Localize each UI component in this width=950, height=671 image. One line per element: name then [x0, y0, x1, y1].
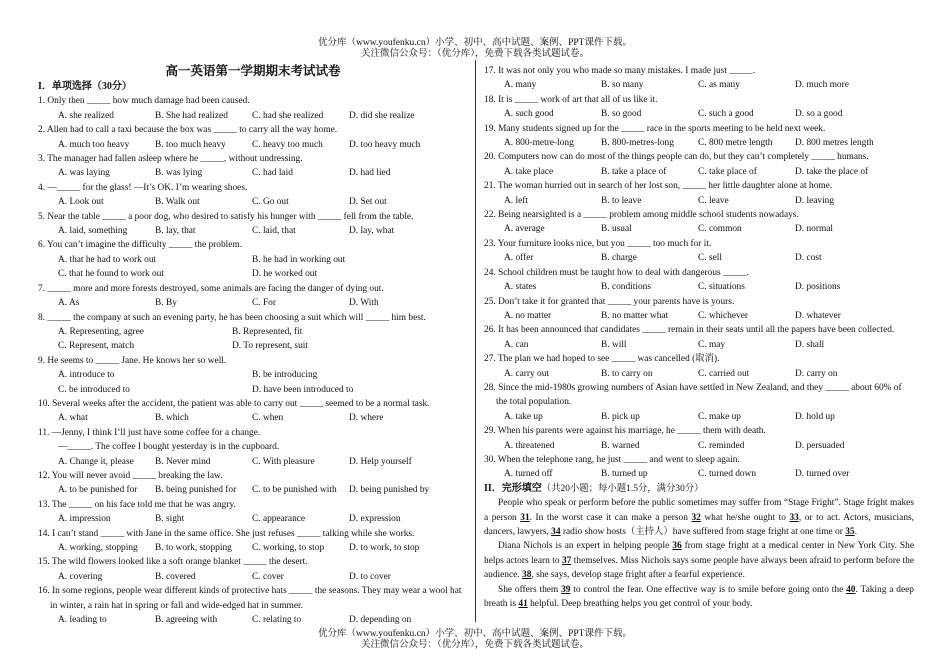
answer-option: B. will — [601, 339, 627, 350]
answer-option: B. which — [155, 413, 189, 424]
answer-option: B. Never mind — [155, 456, 211, 467]
answer-option: A. such good — [504, 109, 554, 120]
cloze-blank-number: 38 — [522, 570, 532, 581]
options-row — [38, 455, 468, 469]
answer-option: C. 800 metre length — [698, 138, 773, 149]
footer-line-1: 优分库（www.youfenku.cn）小学、初中、高中试题、案例、PPT课件下载。 — [318, 629, 632, 639]
cloze-blank-number: 31 — [520, 512, 530, 523]
answer-option: D. have been introduced to — [252, 384, 354, 395]
cloze-text: . Taking a deep breath is — [484, 584, 914, 610]
answer-option: C. common — [698, 224, 742, 235]
answer-option: B. covered — [155, 571, 196, 582]
cloze-text: , she says, develop stage fright after a fearful experience. — [531, 570, 745, 581]
answer-option: C. when — [252, 413, 284, 424]
answer-option: D. to cover — [349, 571, 391, 582]
question-stem: 11. —Jenny, I think I’ll just have some coffee for a change. — [38, 427, 261, 438]
question-stem: 13. The _____ on his face told me that he was angry. — [38, 499, 236, 510]
cloze-text: what he/she ought to — [700, 512, 790, 523]
answer-option: D. hold up — [795, 411, 835, 422]
options-row — [484, 309, 914, 323]
answer-option: B. sight — [155, 514, 185, 525]
answer-option: C. cover — [252, 571, 284, 582]
answer-option: B. 800-metres-long — [601, 138, 674, 149]
answer-option: A. many — [504, 80, 537, 91]
cloze-blank-number: 36 — [672, 541, 682, 552]
cloze-blank-number: 33 — [789, 512, 799, 523]
answer-option: A. Look out — [58, 197, 104, 208]
cloze-text: helpful. Deep breathing helps you get control of your body. — [527, 599, 753, 610]
options-row — [484, 439, 914, 453]
question-stem: 17. It was not only you who made so many mistakes. I made just _____. — [484, 66, 756, 76]
options-row — [484, 280, 914, 294]
question-stem: 1. Only then _____ how much damage had been caused. — [38, 96, 250, 107]
answer-option: D. so a good — [795, 109, 843, 120]
answer-option: B. to leave — [601, 195, 642, 206]
answer-option: A. Representing, agree — [58, 326, 144, 337]
cloze-blank-number: 35 — [845, 527, 855, 537]
answer-option: D. cost — [795, 253, 822, 264]
cloze-text: Diana Nichols is an expert in helping people — [498, 541, 673, 552]
question-stem: 25. Don’t take it for granted that _____ your parents have is yours. — [484, 296, 735, 307]
answer-option: D. where — [349, 413, 384, 424]
answer-option: A. working, stopping — [58, 543, 138, 553]
question-stem: 20. Computers now can do most of the things people can do, but they can’t completely _____ humans. — [484, 152, 869, 163]
answer-option: A. turned off — [504, 469, 553, 480]
options-row — [38, 512, 468, 526]
options-row — [38, 195, 468, 209]
answer-option: B. charge — [601, 253, 637, 264]
answer-option: A. can — [504, 339, 529, 350]
answer-option: A. left — [504, 195, 528, 206]
answer-option: B. Represented, fit — [232, 326, 303, 337]
question-stem: 3. The manager had fallen asleep where he _____, without undressing. — [38, 154, 303, 165]
options-row — [38, 267, 468, 281]
answer-option: D. to work, to stop — [349, 543, 420, 553]
answer-option: B. lay, that — [155, 226, 196, 237]
question-stem: 12. You will never avoid _____ breaking the law. — [38, 470, 223, 481]
options-row — [484, 136, 914, 150]
question-stem: 27. The plan we had hoped to see _____ was cancelled (取消). — [484, 354, 720, 365]
answer-option: C. situations — [698, 282, 745, 293]
header-line-2: 关注微信公众号：（优分库），免费下载各类试题试卷。 — [360, 49, 589, 59]
cloze-blank-number: 39 — [561, 584, 571, 595]
options-row — [484, 165, 914, 179]
answer-option: A. much too heavy — [58, 139, 130, 150]
answer-option: A. she realized — [58, 110, 114, 121]
answer-option: D. With — [349, 298, 379, 309]
answer-option: A. to be punished for — [58, 485, 138, 496]
answer-option: B. Walk out — [155, 197, 200, 208]
answer-option: D. To represent, suit — [232, 341, 308, 352]
cloze-text: She offers them — [498, 584, 562, 595]
section-2-label: II．完形填空 — [484, 482, 542, 494]
options-row — [484, 410, 914, 424]
options-row — [38, 339, 468, 353]
answer-option: C. take place of — [698, 166, 757, 177]
section-2-note: （共20小题；每小题1.5分，满分30分） — [541, 483, 704, 494]
cloze-text: , or to act. Actors, musicians, dancers, lawyers, — [484, 512, 915, 537]
question-stem: 23. Your furniture looks nice, but you _____ too much for it. — [484, 238, 712, 249]
answer-option: C. appearance — [252, 514, 306, 525]
answer-option: B. warned — [601, 440, 640, 451]
options-row — [38, 224, 468, 238]
answer-option: C. had laid — [252, 168, 293, 179]
answer-option: A. covering — [58, 571, 103, 582]
answer-option: A. As — [58, 298, 80, 309]
answer-option: C. With pleasure — [252, 456, 315, 467]
answer-option: B. take a place of — [601, 166, 667, 177]
answer-option: C. may — [698, 339, 726, 350]
answer-option: C. relating to — [252, 615, 302, 626]
answer-option: B. be introducing — [252, 370, 318, 381]
answer-option: B. no matter what — [601, 310, 669, 321]
answer-option: D. Help yourself — [349, 456, 412, 467]
answer-option: D. positions — [795, 282, 841, 293]
answer-option: B. usual — [601, 224, 632, 235]
answer-option: C. Go out — [252, 197, 289, 208]
answer-option: C. laid, that — [252, 226, 296, 237]
options-row — [484, 194, 914, 208]
answer-option: C. working, to stop — [252, 543, 325, 553]
left-column — [38, 64, 468, 627]
cloze-blank-number: 34 — [551, 527, 561, 537]
answer-option: B. being punished for — [155, 485, 237, 496]
section-1-heading: I．单项选择（30分） — [38, 81, 132, 92]
answer-option: C. leave — [698, 195, 729, 206]
cloze-text: themselves. Miss Nichols says some people have always been afraid to perform before the audience. — [484, 555, 914, 581]
column-divider — [475, 60, 476, 622]
answer-option: B. was lying — [155, 168, 203, 179]
answer-option: D. 800 metres length — [795, 138, 874, 149]
question-stem: 2. Allen had to call a taxi because the box was _____ to carry all the way home. — [38, 125, 338, 136]
question-stem: 19. Many students signed up for the _____ race in the sports meeting to be held next week. — [484, 123, 826, 134]
options-row — [484, 107, 914, 121]
answer-option: C. that he found to work out — [58, 269, 164, 280]
cloze-text: radio show hosts（主持人）have suffered from stage fright at one time or — [560, 527, 846, 537]
options-row — [484, 222, 914, 236]
answer-option: C. carried out — [698, 368, 750, 379]
right-question-list — [484, 64, 914, 482]
answer-option: B. conditions — [601, 282, 652, 293]
answer-option: B. to work, stopping — [155, 543, 232, 553]
options-row — [484, 251, 914, 265]
options-row — [38, 541, 468, 555]
question-stem: 4. —_____ for the glass! —It’s OK. I’m wearing shoes. — [38, 182, 248, 193]
answer-option: B. agreeing with — [155, 615, 218, 626]
cloze-text: . In the worst case it can make a person — [529, 512, 692, 523]
answer-option: A. offer — [504, 253, 534, 264]
answer-option: D. lay, what — [349, 226, 395, 237]
cloze-blank-number: 40 — [846, 584, 856, 595]
answer-option: A. was laying — [58, 168, 110, 179]
question-stem: 22. Being nearsighted is a _____ problem among middle school students nowadays. — [484, 210, 799, 221]
answer-option: B. By — [155, 298, 177, 309]
answer-option: B. so many — [601, 80, 644, 91]
answer-option: C. had she realized — [252, 110, 324, 121]
section-2-heading — [484, 482, 914, 496]
cloze-blank-number: 32 — [691, 512, 701, 523]
answer-option: B. too much heavy — [155, 139, 226, 150]
answer-option: D. being punished by — [349, 485, 430, 496]
question-stem: 21. The woman hurried out in search of her lost son, _____ her little daughter alone at home. — [484, 181, 833, 192]
answer-option: C. make up — [698, 411, 741, 422]
answer-option: D. he worked out — [252, 269, 318, 280]
exam-title: 高一英语第一学期期末考试试卷 — [165, 64, 341, 78]
answer-option: D. turned over — [795, 469, 850, 480]
options-row — [38, 166, 468, 180]
header-line-1: 优分库（www.youfenku.cn）小学、初中、高中试题、案例、PPT课件下载。 — [318, 38, 632, 48]
page-footer — [0, 629, 950, 651]
cloze-paragraph-2 — [484, 539, 914, 582]
answer-option: C. be introduced to — [58, 384, 130, 395]
cloze-blank-number: 37 — [561, 555, 572, 566]
cloze-text: from stage fright at a medical center in New York City. She helps actors learn to — [484, 541, 914, 566]
answer-option: C. sell — [698, 253, 722, 264]
answer-option: A. what — [58, 413, 88, 424]
question-stem: 7. _____ more and more forests destroyed, some animals are facing the danger of dying out. — [38, 283, 384, 294]
answer-option: B. turned up — [601, 469, 648, 480]
answer-option: B. to carry on — [601, 368, 653, 379]
footer-line-2: 关注微信公众号：（优分库），免费下载各类试题试卷。 — [360, 640, 589, 650]
options-row — [38, 109, 468, 123]
answer-option: C. whichever — [698, 310, 748, 321]
answer-option: D. expression — [349, 514, 401, 525]
question-stem: 6. You can’t imagine the difficulty _____ the problem. — [38, 240, 243, 251]
answer-option: A. Change it, please — [58, 456, 134, 467]
options-row — [38, 613, 468, 627]
answer-option: D. normal — [795, 224, 834, 235]
answer-option: D. carry on — [795, 368, 838, 379]
answer-option: B. he had in working out — [252, 254, 346, 265]
answer-option: C. as many — [698, 80, 740, 91]
cloze-paragraph-3 — [484, 583, 914, 612]
answer-option: A. impression — [58, 514, 111, 525]
options-row — [484, 367, 914, 381]
question-stem: 14. I can’t stand _____ with Jane in the same office. She just refuses _____ talking while she works. — [38, 528, 415, 539]
answer-option: A. leading to — [58, 615, 107, 626]
question-stem: 5. Near the table _____ a poor dog, who desired to satisfy his hunger with _____ fell from the table. — [38, 211, 414, 222]
options-row — [38, 383, 468, 397]
answer-option: D. too heavy much — [349, 139, 421, 150]
options-row — [38, 570, 468, 584]
answer-option: B. so good — [601, 109, 642, 120]
question-stem: 15. The wild flowers looked like a soft orange blanket _____ the desert. — [38, 557, 308, 568]
question-stem: 28. Since the mid-1980s growing numbers of Asian have settled in New Zealand, and they _____ about 60% of the total population. — [484, 382, 902, 408]
answer-option: A. introduce to — [58, 370, 115, 381]
answer-option: B. pick up — [601, 411, 640, 422]
answer-option: A. laid, something — [58, 226, 128, 237]
cloze-text: to control the fear. One effective way is to smile before going onto the — [570, 584, 847, 595]
answer-option: D. much more — [795, 80, 849, 91]
answer-option: D. shall — [795, 339, 825, 350]
answer-option: D. depending on — [349, 615, 412, 626]
answer-option: B. She had realized — [155, 110, 228, 121]
answer-option: A. states — [504, 282, 537, 293]
right-column — [484, 64, 914, 611]
answer-option: A. 800-metre-long — [504, 138, 574, 149]
options-row — [484, 338, 914, 352]
answer-option: D. did she realize — [349, 110, 415, 121]
answer-option: C. heavy too much — [252, 139, 323, 150]
answer-option: C. reminded — [698, 440, 745, 451]
question-stem: 26. It has been announced that candidates _____ remain in their seats until all the papers have been collected. — [484, 325, 895, 336]
question-stem: 24. School children must be taught how to deal with dangerous _____. — [484, 267, 749, 278]
cloze-paragraph-1 — [484, 496, 914, 539]
answer-option: A. carry out — [504, 368, 550, 379]
question-stem: 29. When his parents were against his marriage, he _____ them with death. — [484, 426, 766, 437]
answer-option: D. leaving — [795, 195, 835, 206]
question-stem-continued: —_____. The coffee I bought yesterday is in the cupboard. — [58, 442, 280, 453]
options-row — [38, 138, 468, 152]
answer-option: A. average — [504, 224, 545, 235]
question-stem: 16. In some regions, people wear different kinds of protective hats _____ the seasons. They may wear a wool hat in winter, a rain hat in spring or fall and wide-edged hat in summer. — [38, 586, 462, 611]
answer-option: D. take the place of — [795, 166, 869, 177]
options-row — [484, 78, 914, 92]
answer-option: A. that he had to work out — [58, 254, 157, 265]
question-stem: 9. He seems to _____ Jane. He knows her so well. — [38, 355, 227, 366]
options-row — [38, 411, 468, 425]
question-stem: 30. When the telephone rang, he just _____ and went to sleep again. — [484, 454, 740, 465]
left-question-list — [38, 94, 468, 627]
answer-option: D. whatever — [795, 310, 841, 321]
answer-option: C. such a good — [698, 109, 754, 120]
question-stem: 10. Several weeks after the accident, the patient was able to carry out _____ seemed to be a normal task. — [38, 398, 430, 409]
cloze-text: . — [854, 527, 857, 537]
options-row — [38, 296, 468, 310]
answer-option: C. turned down — [698, 469, 757, 480]
cloze-blank-number: 41 — [518, 599, 528, 610]
options-row — [38, 253, 468, 267]
question-stem: 8. _____ the company at such an evening party, he has been choosing a suit which will _____ him best. — [38, 312, 426, 323]
answer-option: D. Set out — [349, 197, 387, 208]
answer-option: A. take up — [504, 411, 543, 422]
page-header — [0, 38, 950, 60]
answer-option: D. persuaded — [795, 440, 845, 451]
options-row — [38, 368, 468, 382]
answer-option: A. take place — [504, 166, 554, 177]
answer-option: C. Represent, match — [58, 341, 135, 352]
answer-option: A. no matter — [504, 310, 552, 321]
answer-option: C. to be punished with — [252, 485, 337, 496]
options-row — [484, 467, 914, 481]
question-stem: 18. It is _____ work of art that all of us like it. — [484, 94, 658, 105]
options-row — [38, 483, 468, 497]
cloze-text: People who speak or perform before the public sometimes may suffer from “Stage Fright”. Stage fright makes a person — [484, 498, 914, 523]
answer-option: D. had lied — [349, 168, 391, 179]
answer-option: C. For — [252, 298, 276, 309]
answer-option: A. threatened — [504, 440, 555, 451]
options-row — [38, 325, 468, 339]
